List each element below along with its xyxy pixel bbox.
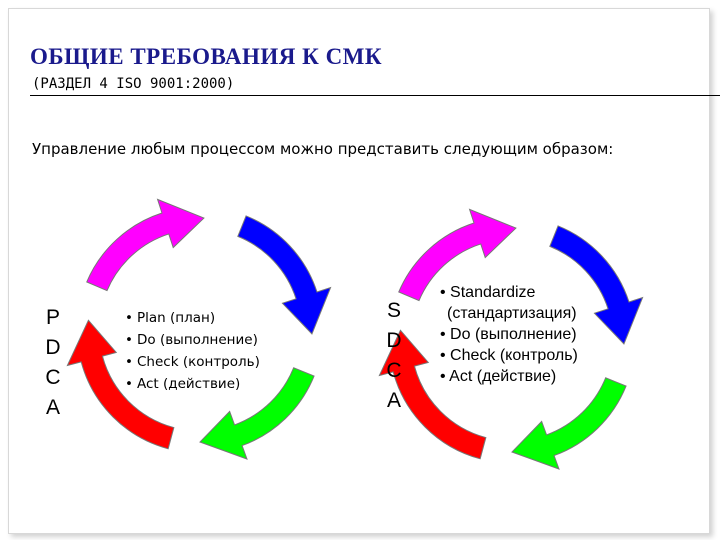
pdca-item-check: • Check (контроль) [125,351,260,373]
pdca-letter-a: A [45,396,60,419]
sdca-item-do: • Do (выполнение) [440,324,578,345]
sdca-item-standardize-translation: (стандартизация) [447,305,577,322]
arrow-bottom-right-icon [512,378,626,469]
sdca-item-act: • Act (действие) [440,366,578,387]
sdca-list [440,282,578,387]
sdca-letter-c: C [386,359,402,382]
arrow-top-left-icon [87,199,204,290]
pdca-list [125,307,260,395]
sdca-letters [379,296,409,416]
sdca-letter-a: A [386,389,401,412]
pdca-item-act: • Act (действие) [125,373,260,395]
pdca-item-plan: • Plan (план) [125,307,260,329]
sdca-letter-d: D [386,329,402,352]
pdca-letters [38,303,68,423]
sdca-letter-s: S [386,299,401,322]
slide-subtitle: (РАЗДЕЛ 4 ISO 9001:2000) [32,76,235,92]
sdca-item-standardize: • Standardize [440,282,578,303]
pdca-letter-d: D [45,336,61,359]
slide-title: ОБЩИЕ ТРЕБОВАНИЯ К СМК [30,44,383,69]
pdca-letter-p: P [45,306,60,329]
pdca-item-do: • Do (выполнение) [125,329,260,351]
pdca-letter-c: C [45,366,61,389]
sdca-item-check: • Check (контроль) [440,345,578,366]
intro-text: Управление любым процессом можно представить следующим образом: [32,140,614,158]
